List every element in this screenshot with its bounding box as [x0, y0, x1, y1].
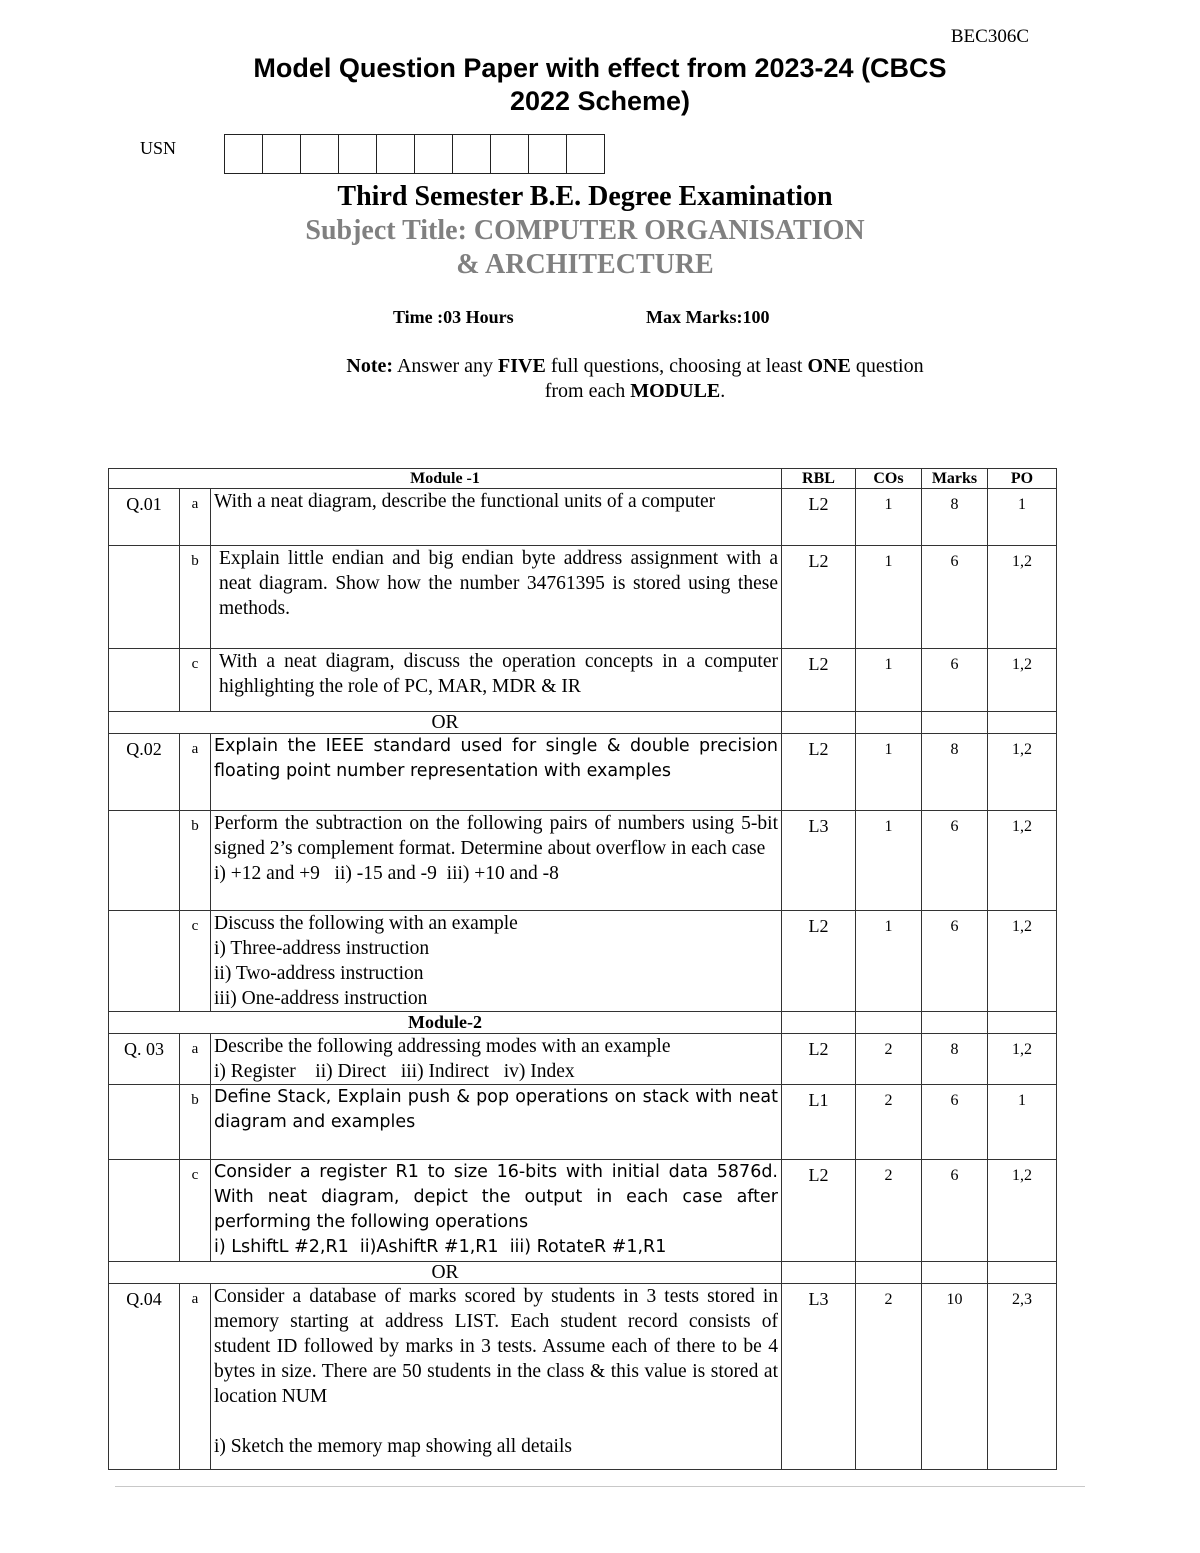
empty-cell [856, 1012, 922, 1034]
usn-box[interactable] [224, 134, 263, 174]
empty-cell [782, 1012, 856, 1034]
rbl-header: RBL [782, 469, 856, 489]
rbl-level: L2 [782, 1160, 856, 1262]
empty-cell [922, 1262, 988, 1284]
co-value: 1 [856, 734, 922, 811]
marks-value: 6 [922, 546, 988, 649]
rbl-level: L2 [782, 911, 856, 1012]
marks-value: 6 [922, 1160, 988, 1262]
cos-header: COs [856, 469, 922, 489]
table-row [109, 811, 1057, 911]
course-code: BEC306C [950, 26, 1029, 47]
po-value: 1 [988, 489, 1057, 546]
marks-value: 6 [922, 1085, 988, 1160]
co-value: 1 [856, 546, 922, 649]
rbl-level: L3 [782, 811, 856, 911]
question-text [211, 1284, 782, 1470]
question-text: With a neat diagram, discuss the operation concepts in a computer highlighting the role of PC, MAR, MDR & IR [211, 649, 782, 712]
question-text-body: Consider a database of marks scored by students in 3 tests stored in memory starting at address LIST. Each student record consists of student ID followed by marks in 3 tests. Assume each of there to be 4 bytes in size. There are 50 students in the class & this value is stored at location NUM [214, 1286, 778, 1407]
question-text [211, 911, 782, 1012]
usn-box[interactable] [338, 134, 377, 174]
module-2-row [109, 1012, 1057, 1034]
sub-question-letter: b [180, 811, 211, 911]
page-bottom-rule [115, 1486, 1085, 1487]
question-text-body: Consider a register R1 to size 16-bits with initial data 5876d. With neat diagram, depict the output in each case after performing the following operations [214, 1162, 778, 1232]
sub-question-letter: a [180, 1034, 211, 1085]
note-text: full questions, choosing at least [545, 355, 808, 377]
paper-title-line1: Model Question Paper with effect from 2023-24 (CBCS [253, 53, 947, 83]
co-value: 1 [856, 811, 922, 911]
note-emphasis: FIVE [498, 355, 546, 377]
module-1-heading: Module -1 [109, 469, 782, 489]
or-label: OR [109, 712, 782, 734]
exam-duration: Time :03 Hours [393, 307, 514, 327]
paper-title-line2 [180, 85, 1020, 118]
question-text-subparts: i) +12 and +9 ii) -15 and -9 iii) +10 and -8 [214, 863, 559, 884]
list-item: ii) Two-address instruction [214, 963, 424, 984]
question-number-empty [109, 546, 180, 649]
note-emphasis: MODULE [630, 380, 721, 402]
question-text: Explain the IEEE standard used for single & double precision floating point number representation with examples [211, 734, 782, 811]
rbl-level: L2 [782, 546, 856, 649]
sub-question-letter: a [180, 489, 211, 546]
marks-value: 8 [922, 489, 988, 546]
empty-cell [988, 712, 1057, 734]
usn-box[interactable] [262, 134, 301, 174]
usn-box[interactable] [452, 134, 491, 174]
usn-box[interactable] [566, 134, 605, 174]
empty-cell [922, 712, 988, 734]
table-row [109, 489, 1057, 546]
question-text-subparts: i) LshiftL #2,R1 ii)AshiftR #1,R1 iii) RotateR #1,R1 [214, 1237, 667, 1257]
co-value: 1 [856, 649, 922, 712]
co-value: 2 [856, 1284, 922, 1470]
question-number-empty [109, 811, 180, 911]
question-number: Q. 03 [109, 1034, 180, 1085]
rbl-level: L3 [782, 1284, 856, 1470]
rbl-level: L1 [782, 1085, 856, 1160]
question-number: Q.04 [109, 1284, 180, 1470]
spacer [214, 1409, 778, 1434]
note-text: . [720, 380, 726, 402]
sub-question-letter: a [180, 734, 211, 811]
sub-question-letter: c [180, 1160, 211, 1262]
usn-box[interactable] [528, 134, 567, 174]
co-value: 2 [856, 1034, 922, 1085]
co-value: 1 [856, 489, 922, 546]
question-text: Define Stack, Explain push & pop operations on stack with neat diagram and examples [211, 1085, 782, 1160]
or-separator-row [109, 1262, 1057, 1284]
question-number-empty [109, 1085, 180, 1160]
po-header: PO [988, 469, 1057, 489]
subject-title [200, 214, 970, 282]
empty-cell [988, 1012, 1057, 1034]
usn-box[interactable] [414, 134, 453, 174]
list-item: i) Three-address instruction [214, 938, 430, 959]
paper-title [180, 52, 1020, 118]
marks-value: 6 [922, 649, 988, 712]
table-row [109, 911, 1057, 1012]
sub-question-letter: c [180, 649, 211, 712]
sub-question-letter: b [180, 1085, 211, 1160]
co-value: 1 [856, 911, 922, 1012]
or-label: OR [109, 1262, 782, 1284]
or-separator-row [109, 712, 1057, 734]
question-text: With a neat diagram, describe the functional units of a computer [211, 489, 782, 546]
question-text-subparts: i) Sketch the memory map showing all details [214, 1436, 572, 1457]
table-row [109, 1085, 1057, 1160]
question-text [211, 1160, 782, 1262]
rbl-level: L2 [782, 649, 856, 712]
po-value: 1,2 [988, 546, 1057, 649]
usn-box[interactable] [300, 134, 339, 174]
note-text: from each [544, 380, 631, 402]
table-row [109, 1160, 1057, 1262]
question-text-subparts: i) Register ii) Direct iii) Indirect iv) Index [214, 1061, 575, 1082]
list-item: iii) One-address instruction [214, 988, 428, 1009]
table-row [109, 1284, 1057, 1470]
marks-header: Marks [922, 469, 988, 489]
marks-value: 10 [922, 1284, 988, 1470]
usn-box[interactable] [376, 134, 415, 174]
marks-value: 6 [922, 911, 988, 1012]
rbl-level: L2 [782, 734, 856, 811]
sub-question-letter: c [180, 911, 211, 1012]
exam-title: Third Semester B.E. Degree Examination [337, 181, 833, 212]
marks-value: 8 [922, 734, 988, 811]
subject-title-line2: & ARCHITECTURE [456, 249, 714, 280]
usn-boxes[interactable] [225, 134, 605, 174]
po-value: 1,2 [988, 649, 1057, 712]
table-row [109, 1034, 1057, 1085]
empty-cell [922, 1012, 988, 1034]
rbl-level: L2 [782, 1034, 856, 1085]
question-text [211, 811, 782, 911]
po-value: 1,2 [988, 911, 1057, 1012]
question-text-body: Describe the following addressing modes with an example [214, 1036, 671, 1057]
sub-question-letter: b [180, 546, 211, 649]
empty-cell [782, 1262, 856, 1284]
po-value: 1,2 [988, 811, 1057, 911]
note-text: Answer any [393, 355, 499, 377]
table-row [109, 649, 1057, 712]
empty-cell [856, 1262, 922, 1284]
po-value: 1 [988, 1085, 1057, 1160]
module-2-heading: Module-2 [109, 1012, 782, 1034]
instructions-note [290, 354, 980, 404]
question-number-empty [109, 649, 180, 712]
empty-cell [856, 712, 922, 734]
co-value: 2 [856, 1160, 922, 1262]
question-number: Q.02 [109, 734, 180, 811]
co-value: 2 [856, 1085, 922, 1160]
empty-cell [988, 1262, 1057, 1284]
marks-value: 8 [922, 1034, 988, 1085]
usn-label: USN [140, 138, 177, 158]
table-header-row [109, 469, 1057, 489]
question-text-body: Discuss the following with an example [214, 913, 518, 934]
rbl-level: L2 [782, 489, 856, 546]
table-row [109, 734, 1057, 811]
note-emphasis: ONE [807, 355, 851, 377]
po-value: 1,2 [988, 1034, 1057, 1085]
po-value: 1,2 [988, 734, 1057, 811]
paper-title-line2-text: 2022 Scheme) [509, 86, 691, 116]
subject-title-line1: Subject Title: COMPUTER ORGANISATION [305, 215, 865, 246]
note-text: question [850, 355, 924, 377]
po-value: 2,3 [988, 1284, 1057, 1470]
max-marks: Max Marks:100 [646, 307, 770, 327]
note-label: Note: [346, 355, 394, 377]
question-number-empty [109, 1160, 180, 1262]
po-value: 1,2 [988, 1160, 1057, 1262]
usn-box[interactable] [490, 134, 529, 174]
question-text [211, 1034, 782, 1085]
table-row [109, 546, 1057, 649]
question-number-empty [109, 911, 180, 1012]
empty-cell [782, 712, 856, 734]
marks-value: 6 [922, 811, 988, 911]
question-text: Explain little endian and big endian byte address assignment with a neat diagram. Show how the number 34761395 is stored using these methods. [211, 546, 782, 649]
sub-question-letter: a [180, 1284, 211, 1470]
question-text-body: Perform the subtraction on the following pairs of numbers using 5-bit signed 2’s complement format. Determine about overflow in each case [214, 813, 778, 859]
question-table [108, 468, 1057, 1470]
question-number: Q.01 [109, 489, 180, 546]
